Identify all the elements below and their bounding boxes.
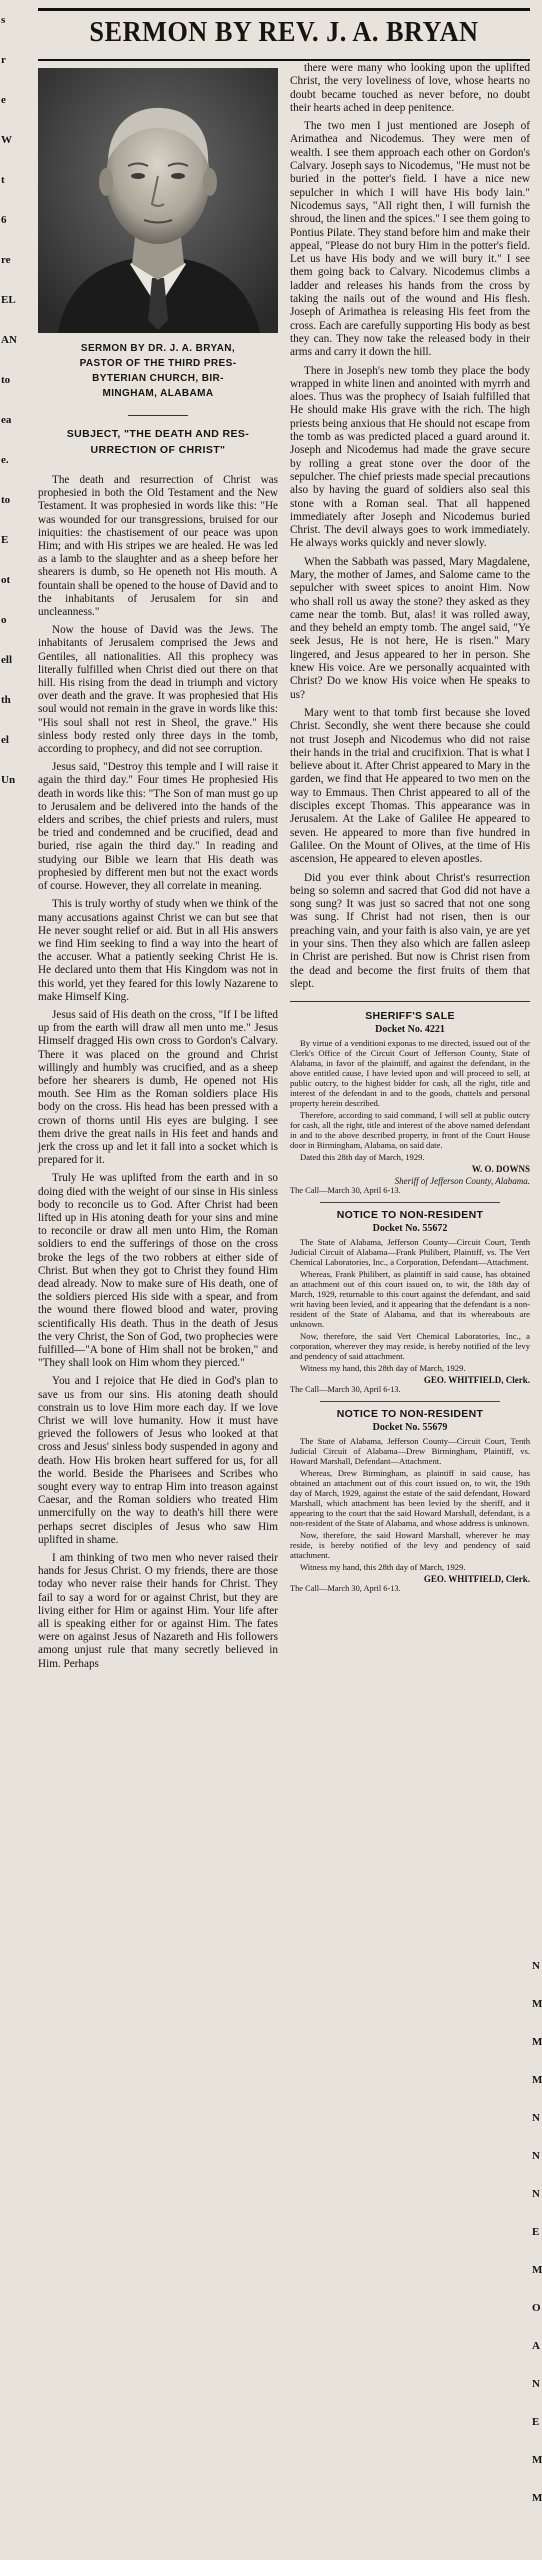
sermon-subject: SUBJECT, "THE DEATH AND RES- URRECTION OF CHRIST" [38, 415, 278, 458]
notice-signature: GEO. WHITFIELD, Clerk. [423, 1574, 530, 1585]
notice-docket: Docket No. 55672 [372, 1223, 448, 1235]
gutter-fragment: N [532, 2150, 540, 2162]
photo-caption: SERMON BY DR. J. A. BRYAN, PASTOR OF THE THIRD PRES- BYTERIAN CHURCH, BIR- MINGHAM, ALABAMA [79, 343, 237, 399]
gutter-fragment: M [532, 2074, 542, 2086]
notice-paragraph: The State of Alabama, Jefferson County—Circuit Court, Tenth Judicial Circuit of Alabama—Frank Philibert, Plaintiff, vs. The Vert Chemical Laboratories, Inc., a Corporation, Defendant—Attachment. [290, 1237, 530, 1268]
gutter-fragment: N [532, 2188, 540, 2200]
gutter-fragment: E [1, 534, 9, 546]
notice-paragraph: Witness my hand, this 28th day of March, 1929. [300, 1562, 466, 1573]
notice-paragraph: The State of Alabama, Jefferson County—Circuit Court, Tenth Judicial Circuit of Alabama—Drew Birmingham, Plaintiff, vs. Howard Marshall, Defendant—Attachment. [290, 1436, 530, 1467]
left-column [38, 68, 278, 1676]
notice-publication: The Call—March 30, April 6-13. [290, 1186, 401, 1196]
gutter-fragment: M [532, 1998, 542, 2010]
notice-publication: The Call—March 30, April 6-13. [290, 1584, 401, 1594]
gutter-fragment: N [532, 1960, 540, 1972]
gutter-fragment: AN [1, 334, 17, 346]
notice-heading: SHERIFF'S SALE [365, 1010, 455, 1023]
gutter-fragment: to [1, 374, 11, 386]
notice-paragraph: Now, therefore, the said Vert Chemical Laboratories, Inc., a corporation, wherever they may reside, is hereby notified of the levy and pendency of said attachment. [290, 1331, 530, 1362]
legal-notice [290, 1010, 530, 1196]
gutter-fragment: E [532, 2416, 540, 2428]
legal-notice [290, 1401, 530, 1594]
article-paragraph: The two men I just mentioned are Joseph of Arimathea and Nicodemus. They were men of wealth. I see them approach each other on Gordon's Calvary. Joseph says to Nicodemus, "He must not be buried in the potter's field. I have a nice new sepulcher in which I will have His body lain." Nicodemus says, "All right then, I will furnish the shroud, the linen and the spices." I see them going to Pontius Pilate. They stand before him and make their appeal, "Please do not bury Him in the potter's field. Let us have His body and we will bury it." I see them going back to Calvary. Nicodemus climbs a ladder and releases his hands from the cross by taking the nails out of the wound and His flesh. Joseph of Arimathea is releasing His feet from the cross. Each are carefully supporting His body as best they can. They now take the released body in their arms and carry it down the hill. [290, 120, 530, 359]
gutter-fragment: M [532, 2454, 542, 2466]
gutter-fragment: W [1, 134, 12, 146]
gutter-fragment: o [1, 614, 7, 626]
notice-paragraph: Whereas, Drew Birmingham, as plaintiff in said cause, has obtained an attachment out of this court issued on, to wit, the 19th day of March, 1929, against the estate of the said defendant, Howard Marshall, which attachment has been levied by the sheriff, and it appearing to the court that the said Howard Marshall, defendant, is a non-resident of the State of Alabama, and whose address is unknown. [290, 1468, 530, 1529]
notice-heading: NOTICE TO NON-RESIDENT [336, 1209, 484, 1222]
article-paragraph: When the Sabbath was passed, Mary Magdalene, Mary, the mother of James, and Salome came to the sepulcher with sweet spices to anoint Him. Now who shall roll us away the stone? they asked as they came near the tomb. But, alas! it was rolled away, and they beheld an empty tomb. The angel said, "Ye seek Jesus, He is not here, He is risen." Mary lingered, and Jesus appeared to her in person. She knew His voice. Are we personally acquainted with Christ? Do we know His voice when He speaks to us? [290, 555, 530, 701]
gutter-fragment: re [1, 254, 11, 266]
notice-divider [320, 1401, 500, 1402]
gutter-fragment: ea [1, 414, 12, 426]
notice-paragraph: By virtue of a venditioni exponas to me directed, issued out of the Clerk's Office of the Circuit Court of Jefferson County, State of Alabama, in favor of the plaintiff, and against the defendant, in the above entitled cause, I have levied upon and will proceed to sell, at public outcry, to the highest bidder for cash, all the right, title and interest of the defendant in and to the goods, chattels and personal property herein described. [290, 1038, 530, 1109]
gutter-fragment: 6 [1, 214, 7, 226]
article-paragraph: Jesus said, "Destroy this temple and I will raise it again the third day." Four times He prophesied His death in words like this: "The Son of man must go up to Jerusalem and be delivered into the hands of the elders and scribes, the chief priests and rulers, must be tried and condemned and be crucified, dead and buried, rise again the third day." In reading and studying our Bible we learn that His death was prophesied by different men but not the exact words of course. However, they all correlate in meaning. [38, 761, 278, 893]
notice-heading: NOTICE TO NON-RESIDENT [336, 1408, 484, 1421]
notice-paragraph: Witness my hand, this 28th day of March, 1929. [300, 1363, 466, 1374]
notice-paragraph: Whereas, Frank Philibert, as plaintiff in said cause, has obtained an attachment out of this court issued on, to wit, the 18th day of March, 1929, returnable to this court against the defendant, and said writ having been levied, and it appearing that the defendant is a non-resident of the State of Alabama, and that its whereabouts are unknown. [290, 1269, 530, 1330]
gutter-fragment: r [1, 54, 6, 66]
left-gutter-fragments [0, 0, 17, 2560]
legal-notices [290, 1001, 530, 1594]
article-paragraph: Now the house of David was the Jews. The inhabitants of Jerusalem comprised the Jews and Gentiles, all nationalities. All this prophecy was literally fulfilled when Christ died out there on that hill. His rising from the dead in triumph and victory over death and the grave. It was prophesied that His soul would not remain in the grave in words like this: "His soul shall not rest in Sheol, the grave." His sinless body rested only three days in the tomb, according to prophecy, and did not see corruption. [38, 624, 278, 756]
article-body-right [290, 62, 530, 991]
article-paragraph: there were many who looking upon the uplifted Christ, the very loveliness of love, whose hearts no doubt became touched as never before, no doubt their hearts ached in deep penitence. [290, 62, 530, 114]
notice-docket: Docket No. 55679 [372, 1422, 448, 1434]
notice-signature-title: Sheriff of Jefferson County, Alabama. [394, 1176, 530, 1187]
notice-divider [320, 1202, 500, 1203]
gutter-fragment: el [1, 734, 9, 746]
notice-docket: Docket No. 4221 [375, 1024, 445, 1036]
article-paragraph: You and I rejoice that He died in God's plan to save us from our sins. His atoning death should constrain us to love Him more each day. If we love Christ we will love humanity. How it must have grieved the followers of Jesus who looked at that cross and Jesus' sinless body suspended in agony and death. How His broken heart suffered for us, for all the world. Beside the Pharisees and Scribes who sought every way to entrap Him into treason against Caesar, and the Roman soldiers who treated Him unmercifully on the way to death's hill there were perhaps secret disciples of Jesus who saw Him uplifted in shame. [38, 1375, 278, 1546]
gutter-fragment: M [532, 2036, 542, 2048]
notice-signature: GEO. WHITFIELD, Clerk. [423, 1375, 530, 1386]
gutter-fragment: e [1, 94, 6, 106]
gutter-fragment: s [1, 14, 6, 26]
article-paragraph: Mary went to that tomb first because she loved Christ. Secondly, she went there because she could not trust Joseph and Nicodemus who did not raise their hands in the trial and crucifixion. That is what I believe about it. After Christ appeared to Mary in the garden, we find that He appeared to two men on the way to Emmaus. Then Christ appeared to all of the disciples except Thomas. This appearance was in Jerusalem. At the Lake of Galilee He appeared to seven. He appeared to more than five hundred in Galilee. On the Mount of Olives, at the time of His ascension, He appeared to eleven apostles. [290, 706, 530, 866]
gutter-fragment: Un [1, 774, 16, 786]
portrait-photo [38, 68, 278, 333]
article-paragraph: Did you ever think about Christ's resurrection being so solemn and sacred that God did not have a song sung? It was just so sacred that not one song was sung. If Christ had not risen, then is our preaching vain, and your faith is also vain, ye are yet in your sins. Then they also which are fallen asleep in Christ are perished. But now is Christ risen from the dead and become the first fruits of them that slept. [290, 871, 530, 990]
article-paragraph: There in Joseph's new tomb they place the body wrapped in white linen and anointed with myrrh and aloes. Thus was the prophecy of Isaiah fulfilled that He should make His grave with the rich. The high priests being anxious that He should not escape from the tomb as was predicted placed a guard around it. Joseph and Nicodemus had made the grave secure by rolling a great stone over the door of the sepulcher. The chief priests made special precautions also by having the guard of soldiers also seal this stone with a Roman seal. That all happened immediately after Joseph and Nicodemus buried Christ. The devil always goes to work immediately. He always works quickly and never slowly. [290, 364, 530, 550]
right-gutter-fragments [531, 0, 542, 2560]
gutter-fragment: t [1, 174, 5, 186]
article-paragraph: The death and resurrection of Christ was prophesied in both the Old Testament and the New Testament. It was prophesied in words like this: "He was wounded for our transgressions, bruised for our iniquities: the chastisement of our peace was upon Him; and with His stripes we are healed. He was led as a lamb to the slaughter and as a sheep before her shearers is dumb, so He openeth not His mouth. A fountain shall be opened to the house of David and to the inhabitants of Jerusalem for sin and uncleanness." [38, 474, 278, 619]
article-headline: SERMON BY REV. J. A. BRYAN [89, 17, 479, 48]
gutter-fragment: E [532, 2226, 540, 2238]
gutter-fragment: M [532, 2492, 542, 2504]
gutter-fragment: M [532, 2264, 542, 2276]
legal-notice [290, 1202, 530, 1395]
article-paragraph: Jesus said of His death on the cross, "If I be lifted up from the earth will draw all men unto me." Jesus Himself dragged His own cross to Gordon's Calvary. There it was placed on the ground and Christ willingly and humbly was crucified, and as a sheep before her shearers is dumb, He opened not His mouth. See Him as the Roman soldiers place His body on the cross. His head has been pressed with a crown of thorns until His eyes are bulging. I see them drive the great nails in His feet and hands and jerk the cross up and let it fall into a socket which is prepared for it. [38, 1008, 278, 1167]
gutter-fragment: N [532, 2378, 540, 2390]
gutter-fragment: e. [1, 454, 9, 466]
masthead [38, 8, 530, 61]
notice-signature: W. O. DOWNS [471, 1164, 530, 1175]
notice-paragraph: Now, therefore, the said Howard Marshall, wherever he may reside, is hereby notified of the levy and pendency of said attachment. [290, 1530, 530, 1561]
article-body-left [38, 474, 278, 1671]
gutter-fragment: ot [1, 574, 11, 586]
gutter-fragment: th [1, 694, 11, 706]
article-paragraph: Truly He was uplifted from the earth and in so doing died with the weight of our sinse in His sinless body to reconcile us to God. After Christ had been lifted up in His atoning death for your sins and mine to reconcile or draw all men unto Him, the Roman soldiers to end the sufferings of those on the cross broke the legs of the two robbers at either side of Christ. But when they got to Christ they found Him dead already. Now to make sure of His death, one of the soldiers pierced His side with a spear, and from the wound there flowed blood and water, proving scientifically His death. Thus in the death of Jesus the very Christ, the Son of God, two prophecies were fulfilled—"A bone of Him shall not be broken," and "They shall look on Him whom they pierced." [38, 1172, 278, 1370]
portrait-illustration [38, 68, 278, 333]
right-column [290, 62, 530, 1600]
gutter-fragment: O [532, 2302, 541, 2314]
gutter-fragment: A [532, 2340, 540, 2352]
gutter-fragment: to [1, 494, 11, 506]
notice-paragraph: Therefore, according to said command, I will sell at public outcry for cash, all the right, title and interest of the above named defendant in and to the above described property, in front of the Court House door in Birmingham, Alabama, on said date. [290, 1110, 530, 1151]
gutter-fragment: N [532, 2112, 540, 2124]
notice-publication: The Call—March 30, April 6-13. [290, 1385, 401, 1395]
article-paragraph: This is truly worthy of study when we think of the many accusations against Christ we can but see that He never sought relief or aid. But in all His answers we find Him seeking to find a way into the heart of the accuser. What a patiently seeking Christ He is. He declared unto them that His Kingdom was not in this world, yet they feared for this lowly Nazarene to make Himself King. [38, 898, 278, 1003]
gutter-fragment: ell [1, 654, 12, 666]
gutter-fragment: EL [1, 294, 16, 306]
article-paragraph: I am thinking of two men who never raised their hands for Jesus Christ. O my friends, there are those today who never raise their hands for Christ. They fail to say a word for or against Christ, but they are living either for Him or against Him. Your life after all is speaking either for or against Him. The fates were on against Jesus of Nazareth and His followers among unjust rule that many secretly believed in Him. Perhaps [38, 1552, 278, 1670]
notice-paragraph: Dated this 28th day of March, 1929. [300, 1152, 425, 1163]
